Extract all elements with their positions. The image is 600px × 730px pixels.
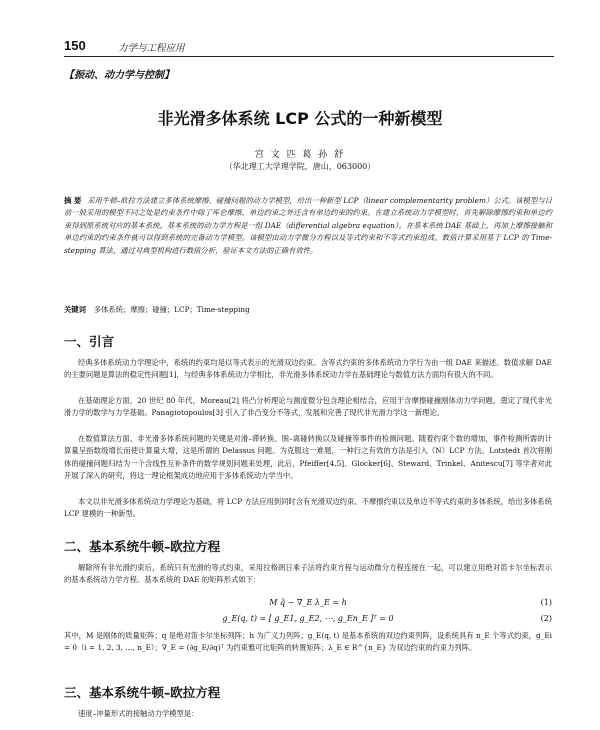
- abstract-label: 摘 要: [64, 196, 82, 205]
- intro-paragraph-2: 在基础理论方面，20 世纪 80 年代，Moreau[2] 将凸分析理论与测度微分包含理论相结合，应用于含摩擦碰撞刚体动力学问题，奠定了现代非光滑力学的数学与力学基础。Panagiotopoulos[3] 引入了非凸变分不等式，发展和完善了现代非光滑力学这一新理论。: [64, 396, 552, 418]
- equation-1-expr: M q̈ − ∇_E λ_E = h: [269, 598, 347, 607]
- keywords: [64, 305, 552, 315]
- equation-2: [64, 614, 552, 626]
- intro-paragraph-1: 经典多体系统动力学理论中，系统的约束均是以等式表示的光滑双边约束。含等式约束的多体系统动力学行为由一组 DAE 来描述。数值求解 DAE 的主要问题是算法的稳定性问题[1]，与经典多体系统动力学相比，非光滑多体系统动力学在基础理论与数值方法方面均有很大的不同。: [64, 358, 552, 380]
- contact-dynamics-paragraph: 速度–冲量形式的接触动力学模型是：: [78, 709, 199, 718]
- intro-paragraph-4: 本文以非光滑多体系统动力学理论为基础，将 LCP 方法应用到同时含有光滑双边约束、不摩擦约束以及单边不等式约束的多体系统，给出多体系统 LCP 建模的一种新型。: [64, 497, 552, 519]
- section-heading-newton-euler: 二、基本系统牛顿–欧拉方程: [64, 539, 221, 554]
- header-rule: [64, 56, 554, 57]
- equation-2-expr: g_E(q, t) = [ g_E1, g_E2, ⋯, g_En_E ]ᵀ = 0: [222, 614, 394, 623]
- column-tag: 【振动、动力学与控制】: [64, 70, 174, 81]
- affiliation: （华北理工大学理学院，唐山，063000）: [224, 162, 376, 171]
- keywords-label: 关键词: [64, 305, 86, 314]
- page-number: 150: [64, 38, 86, 53]
- equation-explanation: 其中，M 是刚体的质量矩阵；q 是绝对笛卡尔坐标列阵；h 为广义力列阵；g_E(q, t) 是基本系统的双边约束列阵，设系统具有 n_E 个等式约束，g_Ei = 0（i = 1, 2, 3, …, n_E）；∇_E = (∂g_E/∂q)ᵀ 为约束雅可比矩阵的转置矩阵；λ_E ∈ R^{n_E} 为双边约束的约束力列阵。: [64, 631, 552, 653]
- intro-paragraph-3: 在数值算法方面，非光滑多体系统问题的关键是对滑–滞转换、脱–离碰转换以及碰撞等事件的检测问题。随着约束个数的增加，事件检测所需的计算量呈指数级增长而使计算量大增，这是所谓的 Delassus 问题。为克服这一难题，一种行之有效的方法是引入（N）LCP 方法。Lotstedt 首次将刚体的碰撞问题归结为一个含线性互补条件的数学规划问题来处理，此后，Pfeiffer[4,5]、Glocker[6]、Steward、Trinkel、Anitescu[7] 等学者对此开展了深入的研究，将这一理论框架成功地应用于多体系统动力学当中。: [64, 434, 552, 480]
- paper-title: 非光滑多体系统 LCP 公式的一种新模型: [157, 109, 443, 128]
- section-heading-introduction: 一、引言: [64, 334, 115, 349]
- authors: 宫 文 匹 葛 孙 舒: [254, 150, 346, 160]
- abstract: [64, 195, 552, 257]
- equation-1: [64, 598, 552, 610]
- section-heading-contact-dynamics: 三、基本系统牛顿–欧拉方程: [64, 685, 221, 700]
- equation-1-number: (1): [540, 598, 552, 607]
- newton-euler-paragraph: 解除所有非光滑约束后，系统只有光滑的等式约束，采用拉格朗日乘子法将约束方程与运动微分方程连接在一起，可以建立用绝对笛卡尔坐标表示的基本系统动力学方程。基本系统的 DAE 的矩阵形式如下：: [64, 563, 552, 585]
- journal-name: 力学与工程应用: [118, 43, 185, 54]
- keywords-text: 多体系统；摩擦；碰撞；LCP；Time-stepping: [93, 305, 250, 314]
- abstract-text: 采用牛顿–欧拉方法建立多体系统摩擦、碰撞问题的动力学模型，给出一种新型 LCP（linear complementarity problem）公式。该模型与目前一般采用的模型不同之处是约束条件中除了库仑摩擦、单边约束之外还含有单边约束的约束。在建立系统动力学模型时，首先解除摩擦约束和单边约束得到原系统对应的基本系统。基本系统的动力学方程是一组 DAE（differential algebra equation）。在基本系统 DAE 基础上，再加上摩擦接触和单边约束的约束条件就可以得到系统的完备动力学模型。该模型由动力学微分方程以及等式约束和不等式约束组成。数值计算采用基于 LCP 的 Time-stepping 算法，通过对典型机构进行数值分析，验证本文方法的正确有效性。: [64, 196, 552, 255]
- equation-2-number: (2): [540, 614, 552, 623]
